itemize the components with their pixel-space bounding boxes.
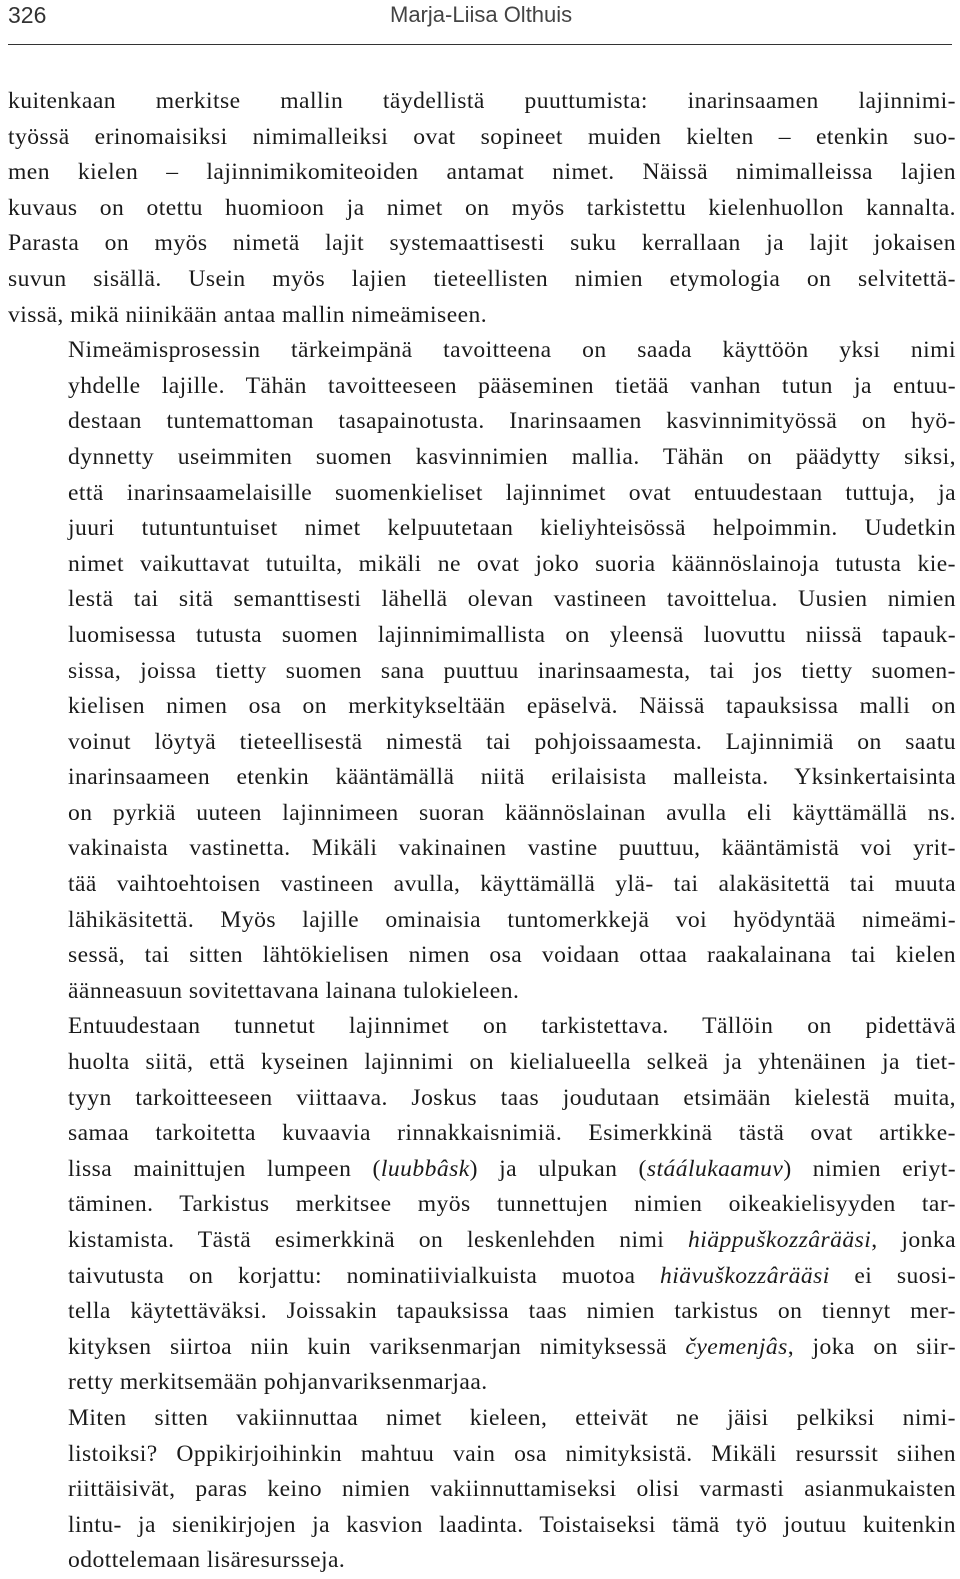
text-line (8, 582, 956, 618)
text-line (8, 1294, 956, 1330)
text-line (8, 226, 956, 262)
text-segment: samaa tarkoitetta kuvaavia rinnakkaisnimiä. Esimerkkinä tästä ovat artikke- (68, 1120, 956, 1147)
text-line (8, 760, 956, 796)
text-line (8, 1508, 956, 1544)
text-line (8, 1330, 956, 1366)
text-segment: inarinsaameen etenkin kääntämällä niitä erilaisista malleista. Yksinkertaisinta (68, 764, 956, 791)
text-segment: riittäisivät, paras keino nimien vakiinnuttamiseksi olisi varmasti asianmukaisten (68, 1476, 956, 1503)
text-line (8, 1365, 956, 1401)
text-line (8, 262, 956, 298)
italic-term: hiävuškozzârääsi (660, 1262, 830, 1289)
text-segment: tyyn tarkoitteeseen viittaava. Joskus taas joudutaan etsimään kielestä muita, (68, 1084, 956, 1111)
text-segment: nimet vaikuttavat tutuilta, mikäli ne ovat joko suoria käännöslainoja tutusta kie- (68, 550, 956, 577)
text-line (8, 1259, 956, 1295)
italic-term: hiäppuškozzârääsi (687, 1227, 872, 1253)
text-segment: kityksen siirtoa niin kuin variksenmarjan nimityksessä (68, 1333, 686, 1360)
paragraph (8, 1401, 956, 1579)
text-line (8, 120, 956, 156)
paragraph (8, 84, 956, 333)
text-line (8, 84, 956, 120)
text-line (8, 725, 956, 761)
text-segment: kistamista. Tästä esimerkkinä on leskenlehden nimi (68, 1227, 688, 1253)
text-segment: sessä, tai sitten lähtökielisen nimen osa voidaan ottaa raakalainana tai kielen (68, 942, 956, 969)
text-segment: on pyrkiä uuteen lajinnimeen suoran käännöslainan avulla eli käyttämällä ns. (68, 799, 956, 826)
text-line (8, 1223, 956, 1259)
text-segment: vissä, mikä niinikään antaa mallin nimeämiseen. (8, 301, 488, 328)
page-number: 326 (8, 2, 47, 28)
text-segment: äänneasuun sovitettavana lainana tulokieleen. (68, 977, 520, 1004)
text-line (8, 1187, 956, 1223)
running-header-author: Marja-Liisa Olthuis (390, 2, 573, 27)
text-line (8, 618, 956, 654)
text-segment: , joka on siir- (787, 1333, 957, 1360)
text-segment: juuri tutuntuntuiset nimet kelpuutetaan kieliyhteisössä helpoimmin. Uudetkin (68, 515, 956, 542)
text-segment: listoiksi? Oppikirjoihinkin mahtuu vain osa nimityksistä. Mikäli resurssit siihen (68, 1440, 956, 1467)
text-segment: Nimeämisprosessin tärkeimpänä tavoitteena on saada käyttöön yksi nimi (68, 337, 956, 364)
text-segment: suvun sisällä. Usein myös lajien tieteellisten nimien etymologia on selvitettä- (8, 265, 956, 292)
text-line (8, 974, 956, 1010)
text-segment: kuvaus on otettu huomioon ja nimet on myös tarkistettu kielenhuollon kannalta. (8, 194, 956, 221)
text-segment: ) nimien eriyt- (783, 1155, 957, 1182)
text-segment: luomisessa tutusta suomen lajinnimimallista on yleensä luovuttu niissä tapauk- (68, 621, 956, 648)
text-segment: lähikäsitettä. Myös lajille ominaisia tuntomerkkejä voi hyödyntää nimeämi- (68, 906, 956, 933)
text-line (8, 938, 956, 974)
text-line (8, 155, 956, 191)
paragraph (8, 333, 956, 1009)
text-segment: työssä erinomaisiksi nimimalleiksi ovat sopineet muiden kielten – etenkin suo- (8, 123, 956, 150)
text-line (8, 654, 956, 690)
text-line (8, 903, 956, 939)
text-segment: ei suosi- (829, 1262, 956, 1289)
text-line (8, 1401, 956, 1437)
text-line (8, 1116, 956, 1152)
text-segment: kuitenkaan merkitse mallin täydellistä puuttumista: inarinsaamen lajinnimi- (8, 88, 956, 114)
text-line (8, 333, 956, 369)
text-line (8, 831, 956, 867)
text-segment: Parasta on myös nimetä lajit systemaattisesti suku kerrallaan ja lajit jokaisen (8, 230, 956, 257)
text-line (8, 867, 956, 903)
text-line (8, 1045, 956, 1081)
text-line (8, 689, 956, 725)
italic-term: luubbâsk (380, 1155, 470, 1182)
text-segment: lintu- ja sienikirjojen ja kasvion laadinta. Toistaiseksi tämä työ joutuu kuitenkin (68, 1511, 956, 1538)
text-segment: destaan tuntemattoman tasapainotusta. Inarinsaamen kasvinnimityössä on hyö- (68, 408, 956, 435)
body-text (8, 84, 956, 1579)
text-segment: tella käytettäväksi. Joissakin tapauksissa taas nimien tarkistus on tiennyt mer- (68, 1298, 956, 1325)
text-segment: lissa mainittujen lumpeen ( (68, 1155, 381, 1182)
text-segment: Entuudestaan tunnetut lajinnimet on tarkistettava. Tällöin on pidettävä (68, 1013, 956, 1040)
text-line (8, 369, 956, 405)
text-line (8, 1472, 956, 1508)
text-line (8, 1437, 956, 1473)
text-line (8, 1543, 956, 1579)
text-line (8, 1081, 956, 1117)
text-segment: odottelemaan lisäresursseja. (68, 1547, 346, 1574)
text-segment: kielisen nimen osa on merkitykseltään epäselvä. Näissä tapauksissa malli on (68, 693, 956, 720)
text-line (8, 440, 956, 476)
text-segment: täminen. Tarkistus merkitsee myös tunnettujen nimien oikeakielisyyden tar- (68, 1191, 956, 1218)
text-line (8, 476, 956, 512)
text-segment: vakinaista vastinetta. Mikäli vakinainen vastine puuttuu, kääntämistä voi yrit- (68, 835, 956, 862)
text-segment: ) ja ulpukan ( (469, 1155, 647, 1182)
text-segment: , jonka (871, 1227, 956, 1253)
italic-term: stáálukaamuv (646, 1155, 784, 1182)
text-segment: voinut löytyä tieteellisestä nimestä tai pohjoissaamesta. Lajinnimiä on saatu (68, 728, 956, 755)
text-segment: lestä tai sitä semanttisesti lähellä olevan vastineen tavoittelua. Uusien nimien (68, 586, 956, 613)
text-segment: dynnetty useimmiten suomen kasvinnimien mallia. Tähän on päädytty siksi, (68, 443, 956, 470)
text-line (8, 404, 956, 440)
text-line (8, 547, 956, 583)
text-segment: sissa, joissa tietty suomen sana puuttuu inarinsaamesta, tai jos tietty suomen- (68, 657, 956, 684)
italic-term: čyemenjâs (685, 1333, 788, 1360)
text-line (8, 191, 956, 227)
text-line (8, 1009, 956, 1045)
running-header (8, 0, 952, 45)
paragraph (8, 1009, 956, 1401)
text-segment: huolta siitä, että kyseinen lajinnimi on kielialueella selkeä ja yhtenäinen ja tiet- (68, 1049, 956, 1076)
text-segment: tää vaihtoehtoisen vastineen avulla, käyttämällä ylä- tai alakäsitettä tai muuta (68, 871, 956, 898)
text-segment: men kielen – lajinnimikomiteoiden antamat nimet. Näissä nimimalleissa lajien (8, 159, 956, 186)
text-segment: retty merkitsemään pohjanvariksenmarjaa. (68, 1369, 488, 1396)
text-line (8, 1152, 956, 1188)
text-segment: että inarinsaamelaisille suomenkieliset lajinnimet ovat entuudestaan tuttuja, ja (68, 479, 956, 506)
text-line (8, 796, 956, 832)
text-line (8, 511, 956, 547)
text-line (8, 298, 956, 334)
text-segment: yhdelle lajille. Tähän tavoitteeseen pääseminen tietää vanhan tutun ja entuu- (68, 372, 956, 399)
text-segment: taivutusta on korjattu: nominatiivialkuista muotoa (68, 1262, 661, 1289)
text-segment: Miten sitten vakiinnuttaa nimet kieleen, etteivät ne jäisi pelkiksi nimi- (68, 1404, 956, 1431)
